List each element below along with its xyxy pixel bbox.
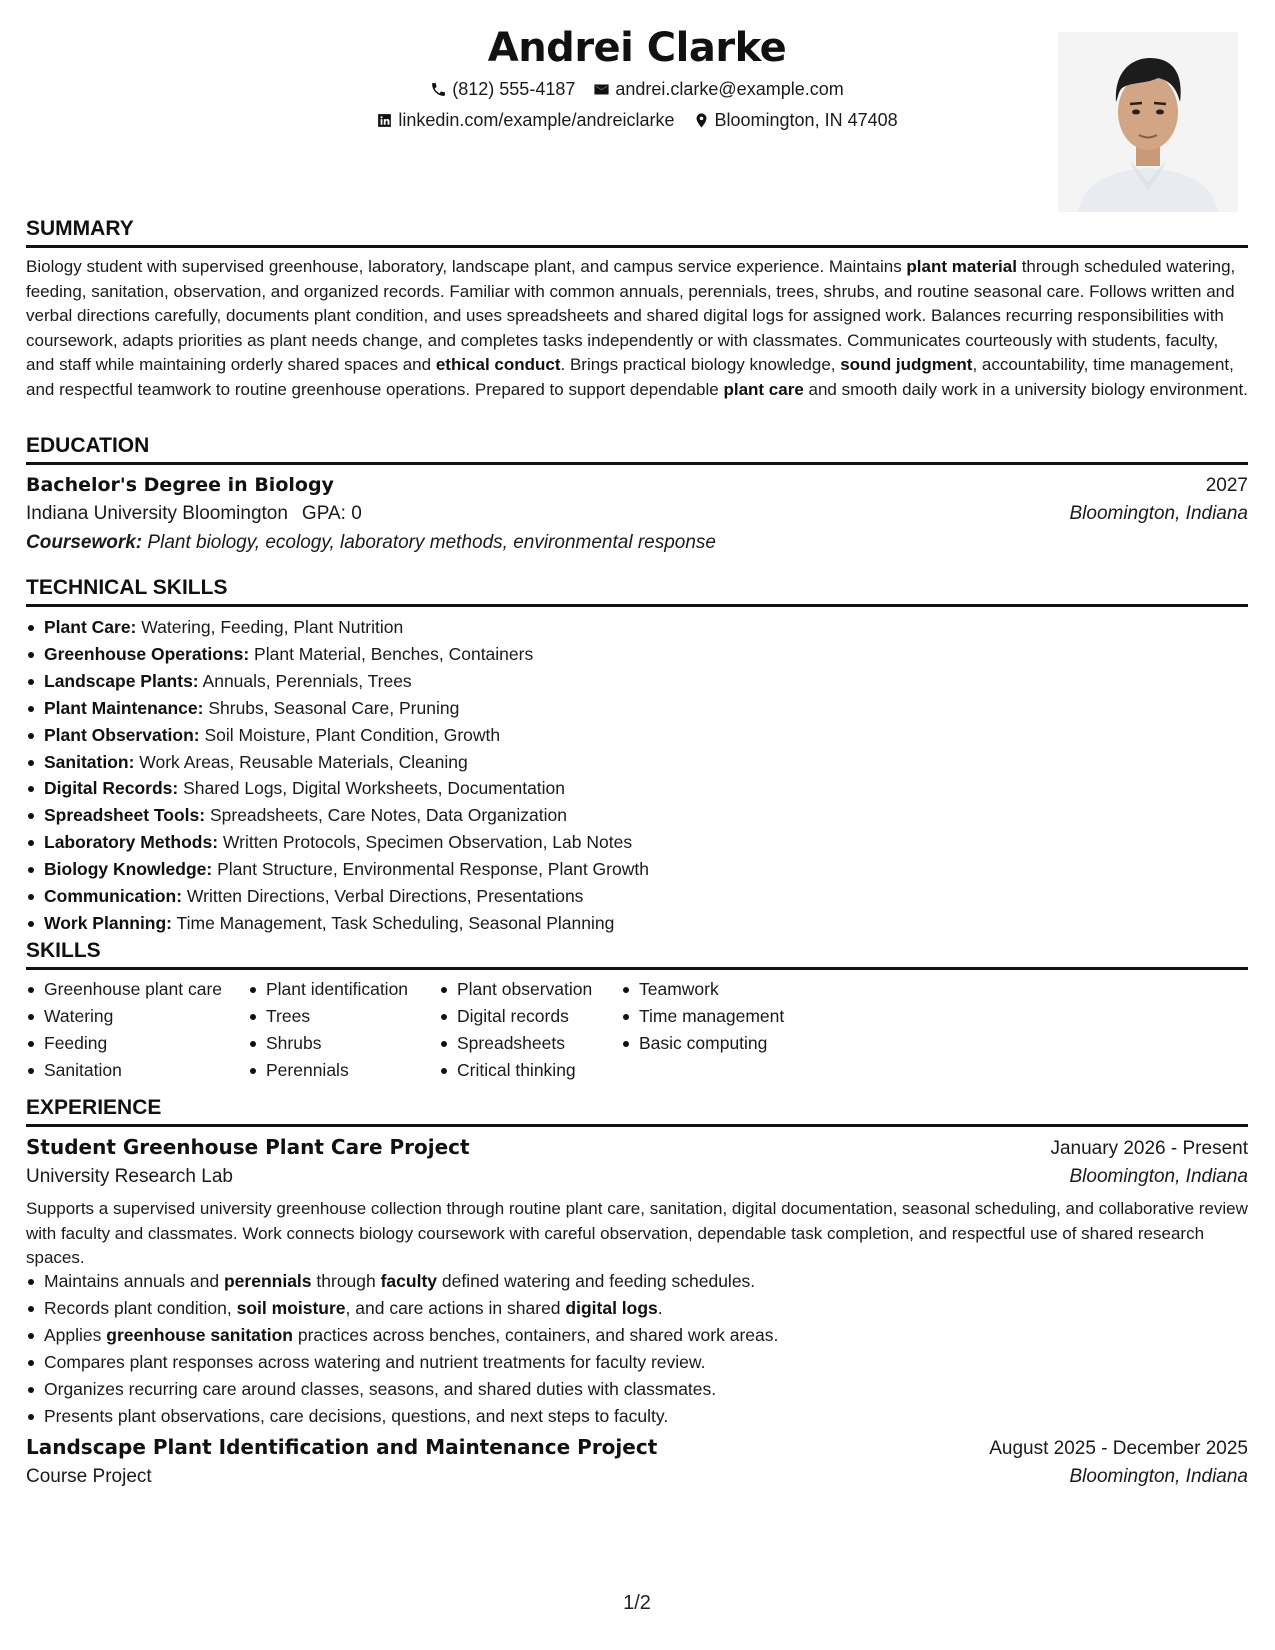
job-2-title: Landscape Plant Identification and Maintenance Project xyxy=(26,1435,658,1459)
experience-bullet xyxy=(26,1295,778,1322)
school-name: Indiana University Bloomington xyxy=(26,503,288,524)
job-2-org: Course Project xyxy=(26,1466,152,1487)
skill-category: Spreadsheet Tools: xyxy=(44,805,206,826)
body-text: Records plant condition, xyxy=(44,1297,237,1318)
technical-skill-item xyxy=(26,775,649,802)
graduation-year: 2027 xyxy=(1205,475,1248,496)
skill-values: Watering, Feeding, Plant Nutrition xyxy=(136,617,404,637)
coursework-line xyxy=(26,529,716,557)
email-contact[interactable] xyxy=(593,74,843,105)
skill-item: Plant identification xyxy=(248,976,439,1003)
skill-item: Time management xyxy=(621,1003,821,1030)
linkedin-icon xyxy=(376,112,393,129)
job-2-dates: August 2025 - December 2025 xyxy=(989,1438,1248,1459)
profile-photo xyxy=(1058,32,1238,212)
skills-grid xyxy=(26,976,821,1084)
skill-category: Plant Maintenance: xyxy=(44,697,204,718)
skill-values: Soil Moisture, Plant Condition, Growth xyxy=(199,724,501,745)
job-2-location: Bloomington, Indiana xyxy=(1069,1466,1248,1487)
skill-item: Watering xyxy=(26,1003,248,1030)
candidate-name: Andrei Clarke xyxy=(487,25,787,71)
phone-contact xyxy=(430,74,575,105)
technical-skill-item xyxy=(26,883,649,910)
skill-item: Basic computing xyxy=(621,1030,821,1057)
technical-skills-list xyxy=(26,614,649,937)
job-1-org: University Research Lab xyxy=(26,1166,233,1187)
skill-category: Communication: xyxy=(44,886,183,907)
location-text: Bloomington, IN 47408 xyxy=(714,110,898,130)
resume-page xyxy=(26,0,1248,1650)
emphasis-text: plant material xyxy=(906,257,1017,276)
skill-category: Landscape Plants: xyxy=(44,670,199,691)
skill-item: Critical thinking xyxy=(439,1057,621,1084)
skill-item: Plant observation xyxy=(439,976,621,1003)
page-number: 1/2 xyxy=(623,1592,651,1614)
skill-values: Annuals, Perennials, Trees xyxy=(198,670,412,691)
education-heading: EDUCATION xyxy=(26,433,1248,465)
body-text: practices across benches, containers, and shared work areas. xyxy=(292,1324,779,1345)
emphasis-text: ethical conduct xyxy=(435,355,561,374)
body-text: Maintains annuals and xyxy=(44,1271,224,1291)
body-text: through scheduled watering, feeding, sanitation, observation, and organized records. Familiar with common annuals, perennials, trees, shrubs, and routine seasonal care. Follows written and verbal directions carefully, documents plant condition, and uses spreadsheets and shared digital logs for assigned work. Balances recurring responsibilities with coursework, adapts priorities as plant needs change, and completes tasks independently or with classmates. Communicates courteously with students, faculty, and staff while maintaining orderly shared spaces and xyxy=(26,257,1236,374)
skill-values: Plant Structure, Environmental Response, Plant Growth xyxy=(212,859,649,880)
skill-values: Written Directions, Verbal Directions, Presentations xyxy=(182,886,584,907)
email-link[interactable]: andrei.clarke@example.com xyxy=(615,79,844,99)
skill-item: Teamwork xyxy=(621,976,821,1003)
emphasis-text: sound judgment xyxy=(840,355,973,374)
experience-bullet xyxy=(26,1403,778,1430)
technical-skill-item xyxy=(26,749,649,776)
skill-item: Shrubs xyxy=(248,1030,439,1057)
linkedin-contact[interactable] xyxy=(376,105,674,136)
technical-skills-heading: TECHNICAL SKILLS xyxy=(26,575,1248,607)
emphasis-text: soil moisture xyxy=(236,1297,346,1318)
skill-values: Spreadsheets, Care Notes, Data Organization xyxy=(205,805,567,826)
technical-skill-item xyxy=(26,722,649,749)
emphasis-text: digital logs xyxy=(565,1297,658,1318)
experience-bullet xyxy=(26,1268,778,1295)
coursework-label: Coursework: xyxy=(26,532,143,553)
skill-category: Digital Records: xyxy=(44,778,179,799)
emphasis-text: perennials xyxy=(223,1271,312,1291)
job-2-title-row xyxy=(26,1433,1248,1463)
job-1-title: Student Greenhouse Plant Care Project xyxy=(26,1135,470,1159)
job-2-org-row xyxy=(26,1463,1248,1491)
skill-category: Sanitation: xyxy=(44,751,135,772)
body-text: and smooth daily work in a university biology environment. xyxy=(803,379,1248,399)
emphasis-text: plant care xyxy=(723,379,804,399)
skill-item: Trees xyxy=(248,1003,439,1030)
body-text: Biology student with supervised greenhouse, laboratory, landscape plant, and campus service experience. Maintains xyxy=(26,257,907,276)
skill-values: Work Areas, Reusable Materials, Cleaning xyxy=(134,751,468,772)
education-school-row xyxy=(26,500,1248,528)
body-text: Organizes recurring care around classes, seasons, and shared duties with classmates. xyxy=(44,1378,717,1399)
technical-skill-item xyxy=(26,829,649,856)
emphasis-text: greenhouse sanitation xyxy=(106,1324,293,1345)
skills-column xyxy=(621,976,821,1084)
emphasis-text: faculty xyxy=(380,1271,438,1291)
body-text: . Brings practical biology knowledge, xyxy=(560,355,841,374)
skill-category: Plant Observation: xyxy=(44,724,200,745)
body-text: through xyxy=(311,1271,381,1291)
skill-item: Spreadsheets xyxy=(439,1030,621,1057)
skill-item: Perennials xyxy=(248,1057,439,1084)
technical-skill-item xyxy=(26,614,649,641)
skill-category: Plant Care: xyxy=(44,617,137,637)
job-1-title-row xyxy=(26,1133,1248,1163)
skill-category: Greenhouse Operations: xyxy=(44,643,250,664)
technical-skill-item xyxy=(26,856,649,883)
body-text: defined watering and feeding schedules. xyxy=(437,1271,756,1291)
location-contact xyxy=(693,105,898,136)
education-degree-row xyxy=(26,471,1248,500)
phone-icon xyxy=(430,81,447,98)
experience-bullet xyxy=(26,1376,778,1403)
skill-item: Digital records xyxy=(439,1003,621,1030)
job-1-description: Supports a supervised university greenhouse collection through routine plant care, sanitation, digital documentation, seasonal scheduling, and collaborative review with faculty and classmates. Work connects biology coursework with careful observation, dependable task completion, and respectful use of shared research spaces. xyxy=(26,1199,1248,1267)
map-pin-icon xyxy=(693,112,710,129)
skills-column xyxy=(248,976,439,1084)
skill-values: Plant Material, Benches, Containers xyxy=(249,643,534,664)
skill-item: Feeding xyxy=(26,1030,248,1057)
skill-item: Sanitation xyxy=(26,1057,248,1084)
experience-heading: EXPERIENCE xyxy=(26,1095,1248,1127)
body-text: Applies xyxy=(44,1324,107,1345)
summary-paragraph xyxy=(26,255,1248,402)
skill-values: Time Management, Task Scheduling, Seasonal Planning xyxy=(172,912,615,933)
skill-category: Biology Knowledge: xyxy=(44,859,213,880)
job-1-org-row xyxy=(26,1163,1248,1191)
experience-bullet xyxy=(26,1322,778,1349)
envelope-icon xyxy=(593,81,610,98)
body-text: . xyxy=(657,1297,663,1318)
gpa-value: GPA: 0 xyxy=(301,503,362,524)
skills-column xyxy=(26,976,248,1084)
degree-name: Bachelor's Degree in Biology xyxy=(26,474,334,496)
technical-skill-item xyxy=(26,668,649,695)
job-1-location: Bloomington, Indiana xyxy=(1069,1166,1248,1187)
skill-values: Written Protocols, Specimen Observation, Lab Notes xyxy=(218,832,633,853)
job-1-bullet-list xyxy=(26,1268,778,1429)
summary-heading: SUMMARY xyxy=(26,216,1248,248)
job-1-dates: January 2026 - Present xyxy=(1050,1138,1248,1159)
skill-item: Greenhouse plant care xyxy=(26,976,248,1003)
phone-text: (812) 555-4187 xyxy=(452,79,576,99)
technical-skill-item xyxy=(26,910,649,937)
skills-column xyxy=(439,976,621,1084)
skill-category: Work Planning: xyxy=(44,912,173,933)
school-location: Bloomington, Indiana xyxy=(1069,503,1248,524)
skill-values: Shared Logs, Digital Worksheets, Documentation xyxy=(178,778,566,799)
school-line xyxy=(26,500,362,528)
linkedin-link[interactable]: linkedin.com/example/andreiclarke xyxy=(398,110,675,130)
technical-skill-item xyxy=(26,695,649,722)
coursework-text: Plant biology, ecology, laboratory methods, environmental response xyxy=(142,532,716,553)
technical-skill-item xyxy=(26,802,649,829)
experience-bullet xyxy=(26,1349,778,1376)
skills-heading: SKILLS xyxy=(26,938,1248,970)
skill-values: Shrubs, Seasonal Care, Pruning xyxy=(203,697,460,718)
body-text: Presents plant observations, care decisions, questions, and next steps to faculty. xyxy=(44,1405,669,1426)
body-text: , accountability, time management, and respectful teamwork to routine greenhouse operations. Prepared to support dependable xyxy=(26,355,1234,399)
skill-category: Laboratory Methods: xyxy=(44,832,219,853)
technical-skill-item xyxy=(26,641,649,668)
body-text: Compares plant responses across watering and nutrient treatments for faculty review. xyxy=(44,1351,706,1372)
body-text: , and care actions in shared xyxy=(345,1297,566,1318)
